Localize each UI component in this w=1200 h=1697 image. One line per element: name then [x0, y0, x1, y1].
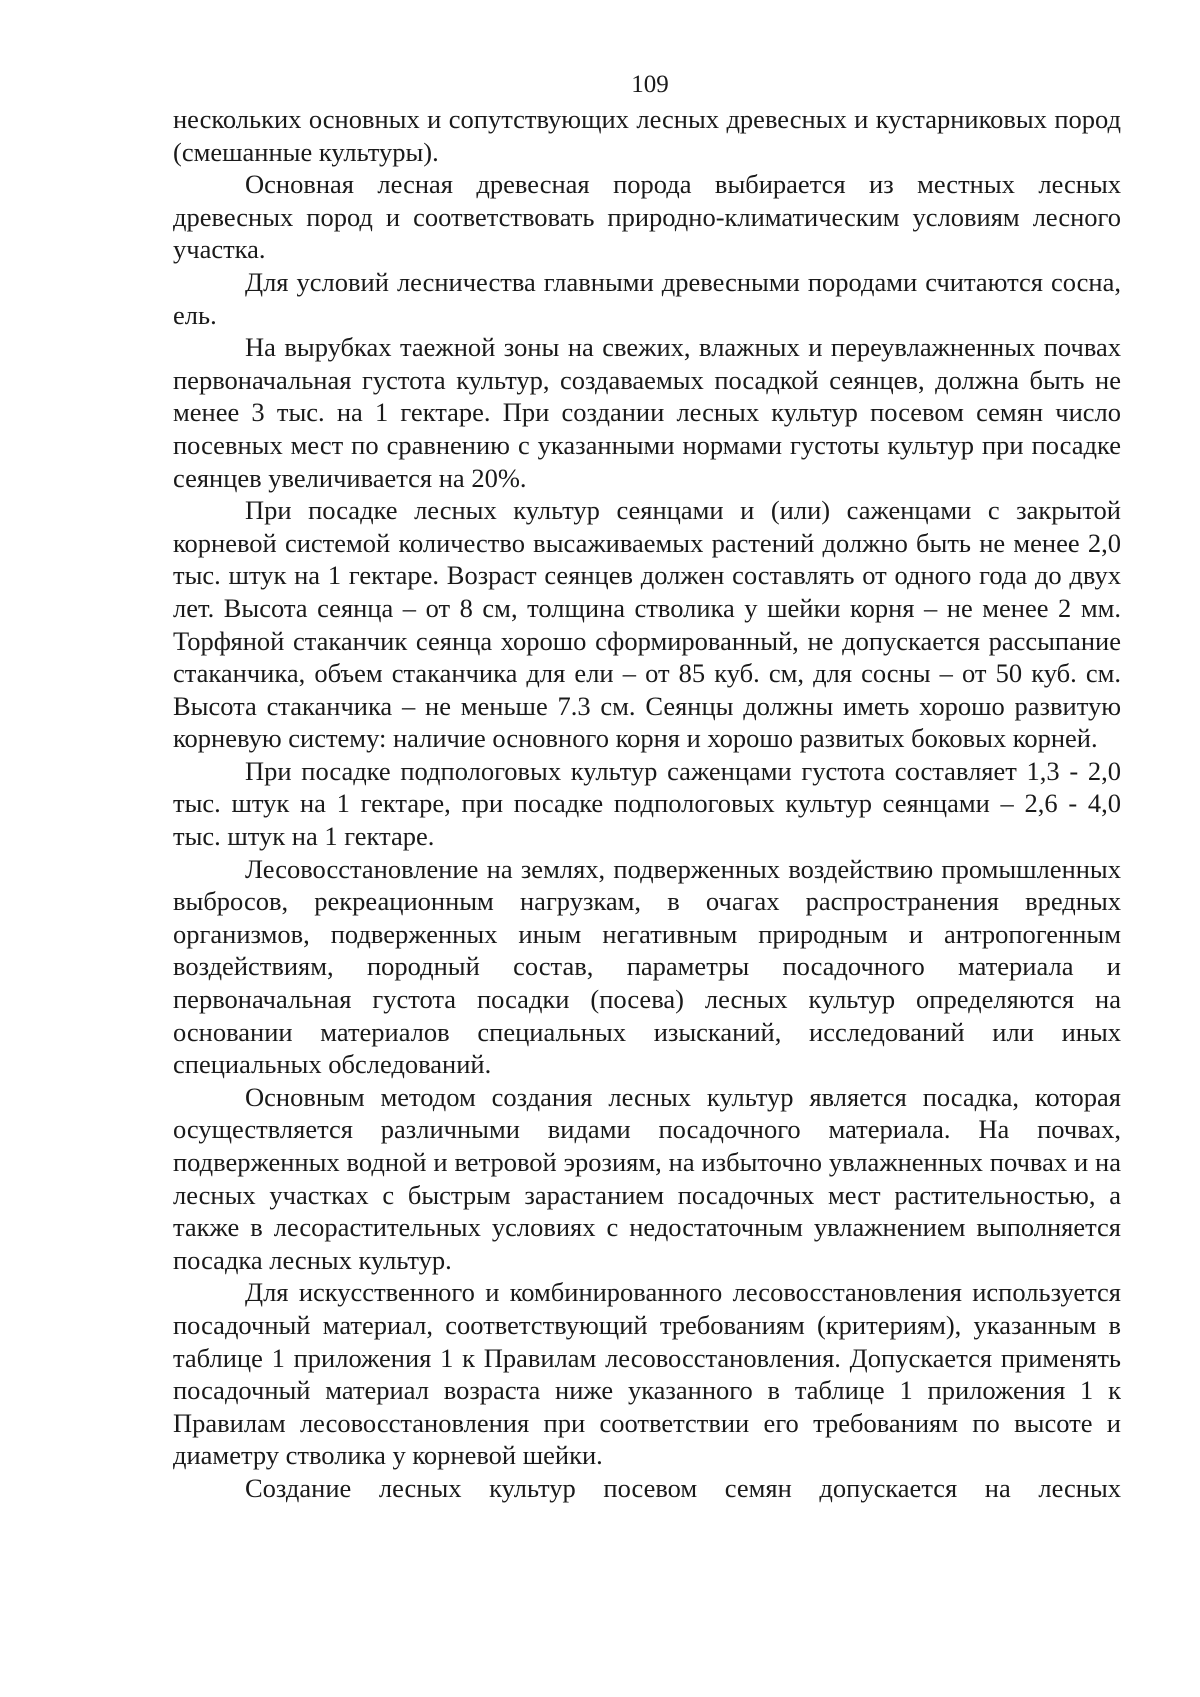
paragraph-planting-material: Для искусственного и комбинированного лесовосстановления используется посадочный материал, соответствующий требованиям (критериям), указанным в таблице 1 приложения 1 к Правилам лесовосстановления. Допускается применять посадочный материал возраста ниже указанного в таблице 1 приложения 1 к Правилам лесовосстановления при соответствии его требованиям по высоте и диаметру стволика у корневой шейки. [173, 1277, 1121, 1471]
paragraph-main-species: Основная лесная древесная порода выбирается из местных лесных древесных пород и соответствовать природно-климатическим условиям лесного участка. [173, 169, 1121, 265]
paragraph-planting-method: Основным методом создания лесных культур является посадка, которая осуществляется различными видами посадочного материала. На почвах, подверженных водной и ветровой эрозиям, на избыточно увлажненных почвах и на лесных участках с быстрым зарастанием посадочных мест растительностью, а также в лесорастительных условиях с недостаточным увлажнением выполняется посадка лесных культур. [173, 1081, 1121, 1275]
document-body [173, 103, 1121, 1505]
paragraph-underplanting-density: При посадке подпологовых культур саженцами густота составляет 1,3 - 2,0 тыс. штук на 1 гектаре, при посадке подпологовых культур сеянцами – 2,6 - 4,0 тыс. штук на 1 гектаре. [173, 755, 1121, 852]
paragraph-planting-density: На вырубках таежной зоны на свежих, влажных и переувлажненных почвах первоначальная густота культур, создаваемых посадкой сеянцев, должна быть не менее 3 тыс. на 1 гектаре. При создании лесных культур посевом семян число посевных мест по сравнению с указанными нормами густоты культур при посадке сеянцев увеличивается на 20%. [173, 332, 1121, 493]
paragraph-impacted-lands: Лесовосстановление на землях, подверженных воздействию промышленных выбросов, рекреационным нагрузкам, в очагах распространения вредных организмов, подверженных иным негативным природным и антропогенным воздействиям, породный состав, параметры посадочного материала и первоначальная густота посадки (посева) лесных культур определяются на основании материалов специальных изысканий, исследований или иных специальных обследований. [173, 853, 1121, 1080]
paragraph-continuation: нескольких основных и сопутствующих лесных древесных и кустарниковых пород (смешанные культуры). [173, 104, 1121, 167]
page-number: 109 [631, 71, 669, 98]
paragraph-closed-root-seedlings: При посадке лесных культур сеянцами и (или) саженцами с закрытой корневой системой количество высаживаемых растений должно быть не менее 2,0 тыс. штук на 1 гектаре. Возраст сеянцев должен составлять от одного года до двух лет. Высота сеянца – от 8 см, толщина стволика у шейки корня – не менее 2 мм. Торфяной стаканчик сеянца хорошо сформированный, не допускается рассыпание стаканчика, объем стаканчика для ели – от 85 куб. см, для сосны – от 50 куб. см. Высота стаканчика – не меньше 7.3 см. Сеянцы должны иметь хорошо развитую корневую систему: наличие основного корня и хорошо развитых боковых корней. [173, 495, 1121, 754]
paragraph-main-species-list: Для условий лесничества главными древесными породами считаются сосна, ель. [173, 266, 1121, 330]
paragraph-seeding: Создание лесных культур посевом семян допускается на лесных [245, 1472, 1121, 1503]
